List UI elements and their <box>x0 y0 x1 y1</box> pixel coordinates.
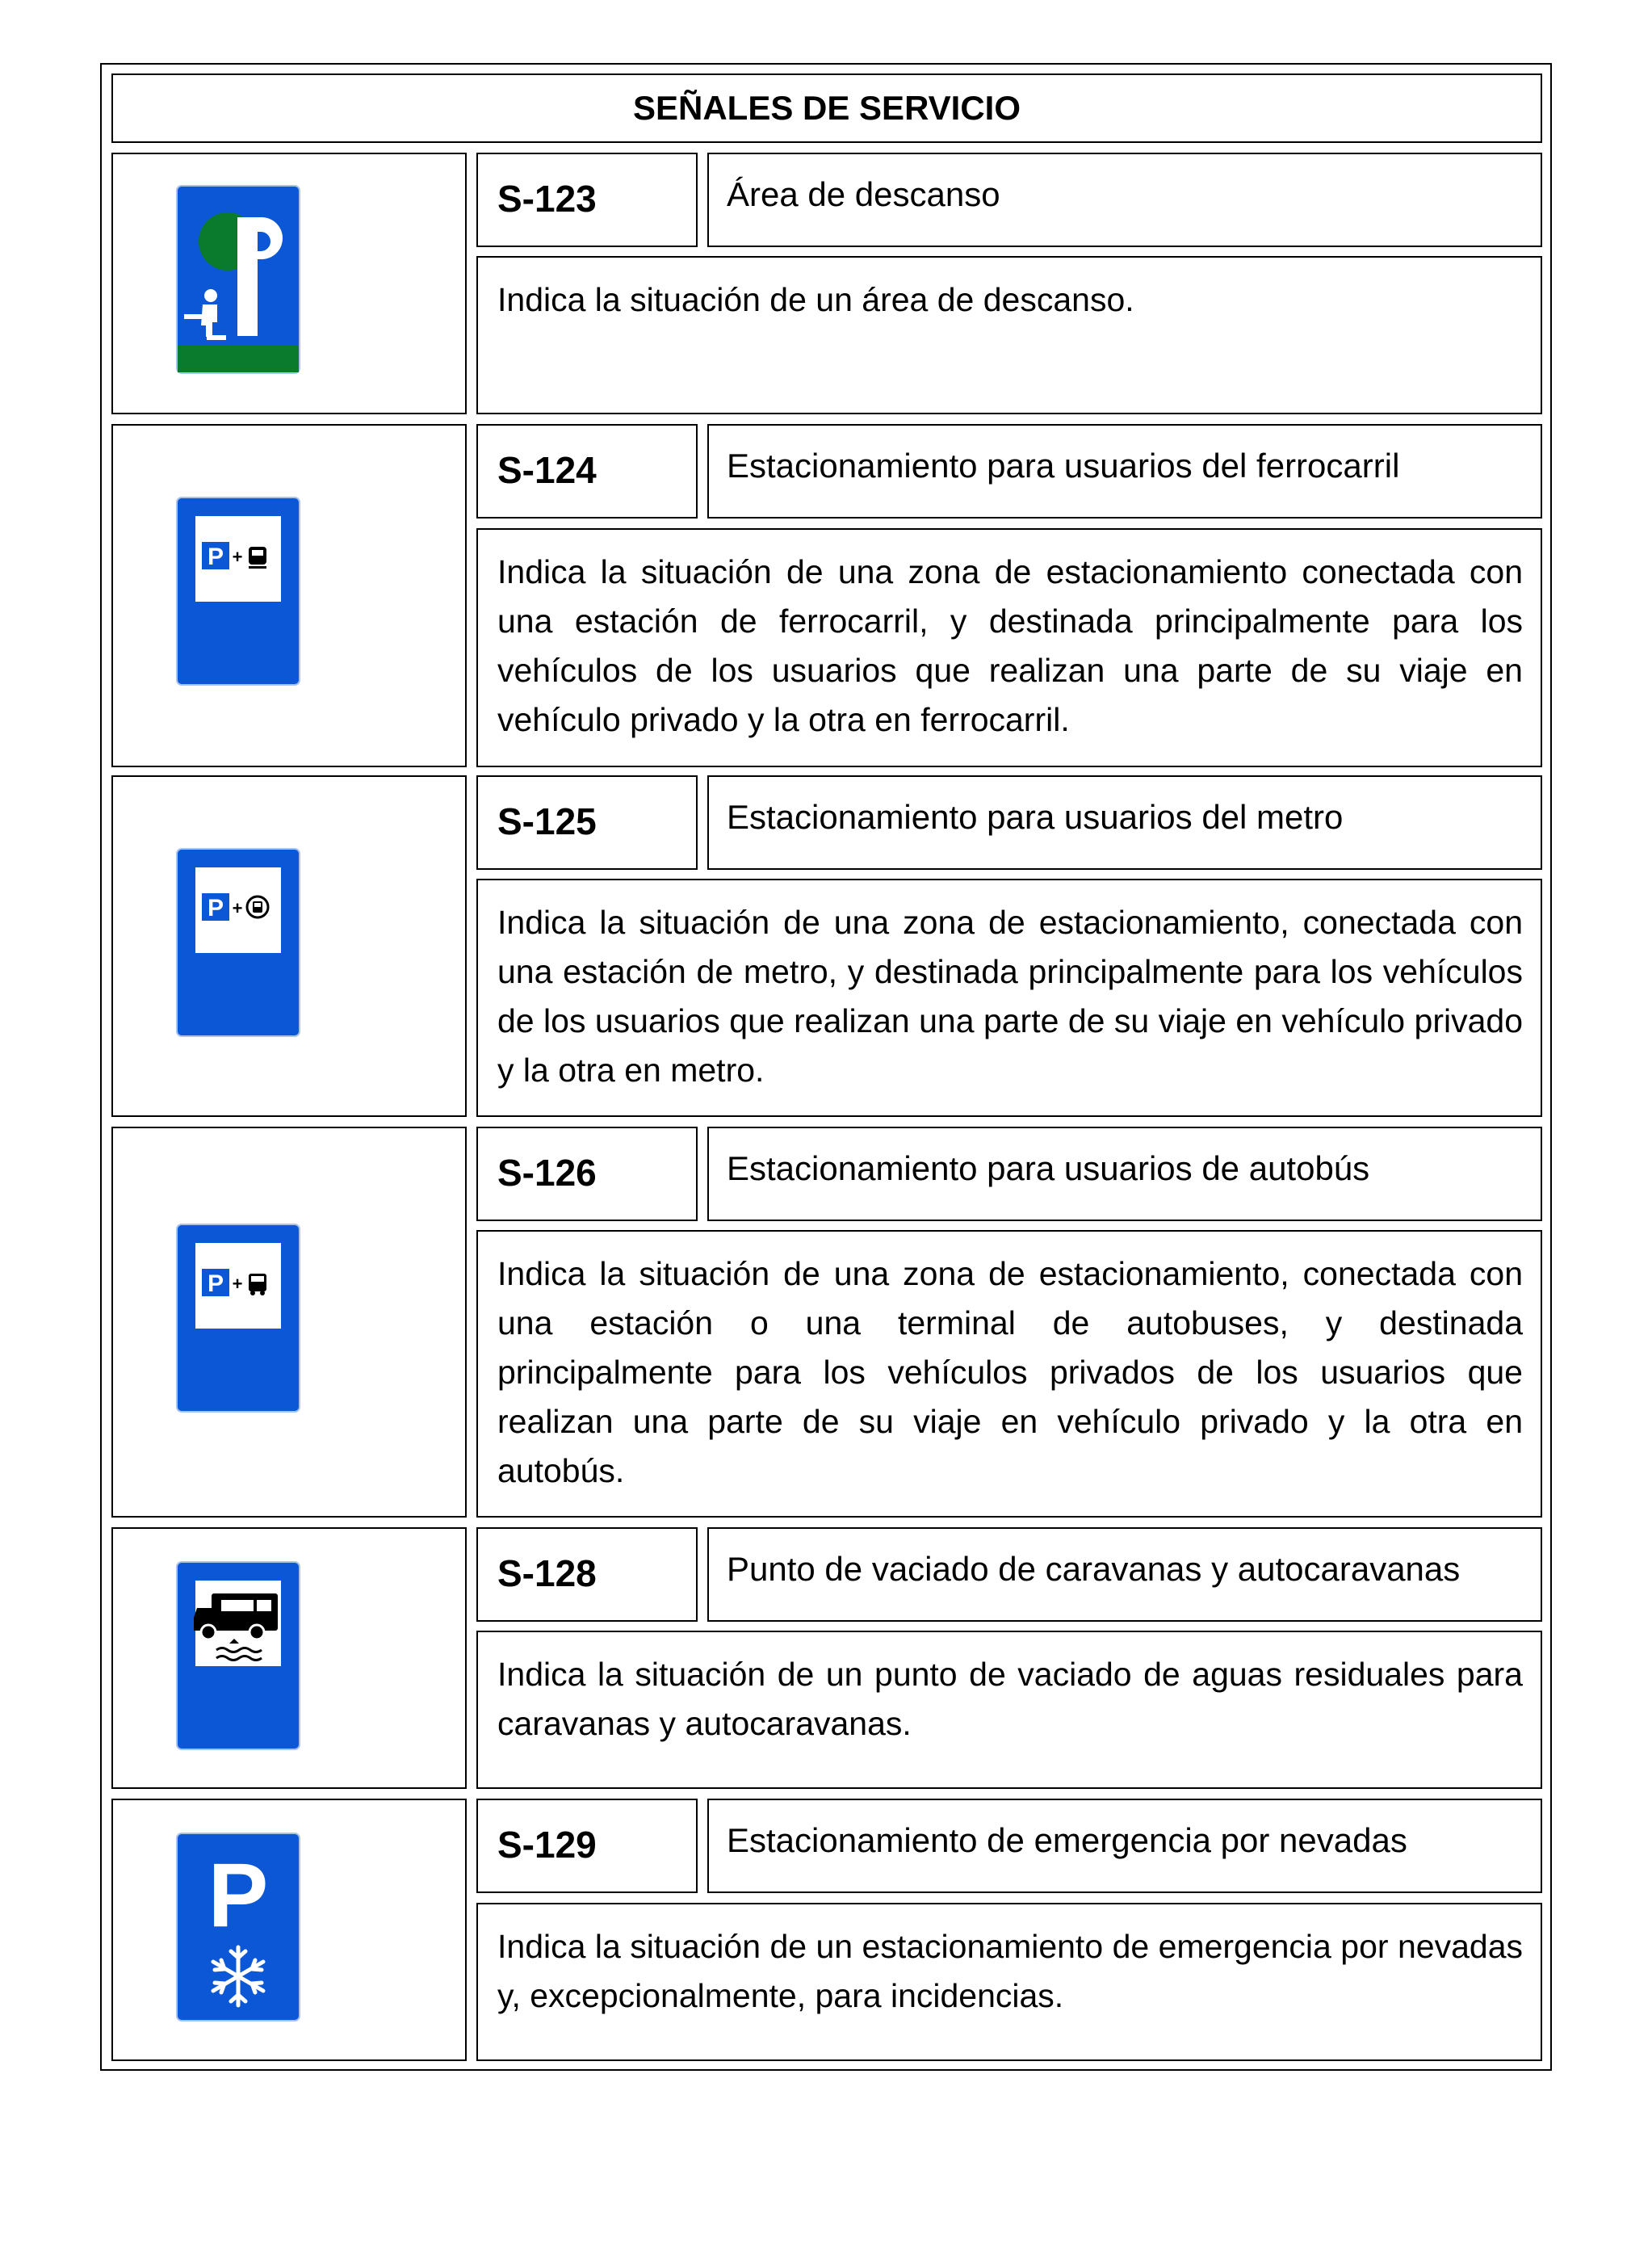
sign-code: S-123 <box>476 153 698 247</box>
sign-name: Estacionamiento para usuarios del metro <box>707 775 1542 870</box>
sign-code: S-128 <box>476 1527 698 1622</box>
sign-description: Indica la situación de un estacionamiento de emergencia por nevadas y, excepcionalmente, para incidencias. <box>476 1903 1542 2061</box>
rest-area-sign-icon <box>176 185 300 374</box>
svg-text:P: P <box>207 895 224 922</box>
sign-image-cell <box>111 775 467 1117</box>
svg-text:P: P <box>207 544 224 570</box>
sign-image-cell <box>111 424 467 767</box>
sign-name: Estacionamiento de emergencia por nevadas <box>707 1799 1542 1893</box>
snow-emergency-parking-sign-icon <box>176 1833 300 2022</box>
svg-text:+: + <box>232 1274 243 1294</box>
sign-description: Indica la situación de una zona de estacionamiento conectada con una estación de ferrocarril, y destinada principalmente para los vehículos de los usuarios que realizan una parte de su viaje en vehículo privado y la otra en ferrocarril. <box>476 528 1542 767</box>
sign-image-cell <box>111 153 467 414</box>
sign-code: S-129 <box>476 1799 698 1893</box>
sign-description: Indica la situación de una zona de estacionamiento, conectada con una estación o una terminal de autobuses, y destinada principalmente para los vehículos privados de los usuarios que realizan una parte de su viaje en vehículo privado y la otra en autobús. <box>476 1230 1542 1518</box>
svg-text:+: + <box>232 547 243 567</box>
caravan-waste-disposal-sign-icon <box>176 1561 300 1750</box>
sign-description: Indica la situación de un punto de vaciado de aguas residuales para caravanas y autocaravanas. <box>476 1631 1542 1789</box>
sign-name: Estacionamiento para usuarios del ferrocarril <box>707 424 1542 519</box>
svg-text:P: P <box>207 1270 224 1297</box>
sign-name: Punto de vaciado de caravanas y autocaravanas <box>707 1527 1542 1622</box>
sign-description: Indica la situación de un área de descanso. <box>476 256 1542 414</box>
table-title: SEÑALES DE SERVICIO <box>111 73 1542 143</box>
park-and-ride-metro-sign-icon <box>176 848 300 1037</box>
sign-image-cell <box>111 1799 467 2061</box>
sign-image-cell <box>111 1127 467 1518</box>
sign-name: Área de descanso <box>707 153 1542 247</box>
svg-text:+: + <box>232 898 243 918</box>
sign-description: Indica la situación de una zona de estacionamiento, conectada con una estación de metro, y destinada principalmente para los vehículos de los usuarios que realizan una parte de su viaje en vehículo privado y la otra en metro. <box>476 879 1542 1117</box>
sign-code: S-126 <box>476 1127 698 1221</box>
sign-image-cell <box>111 1527 467 1789</box>
sign-code: S-124 <box>476 424 698 519</box>
park-and-ride-train-sign-icon <box>176 497 300 686</box>
sign-code: S-125 <box>476 775 698 870</box>
sign-name: Estacionamiento para usuarios de autobús <box>707 1127 1542 1221</box>
svg-text:P: P <box>208 1845 269 1946</box>
park-and-ride-bus-sign-icon <box>176 1224 300 1413</box>
